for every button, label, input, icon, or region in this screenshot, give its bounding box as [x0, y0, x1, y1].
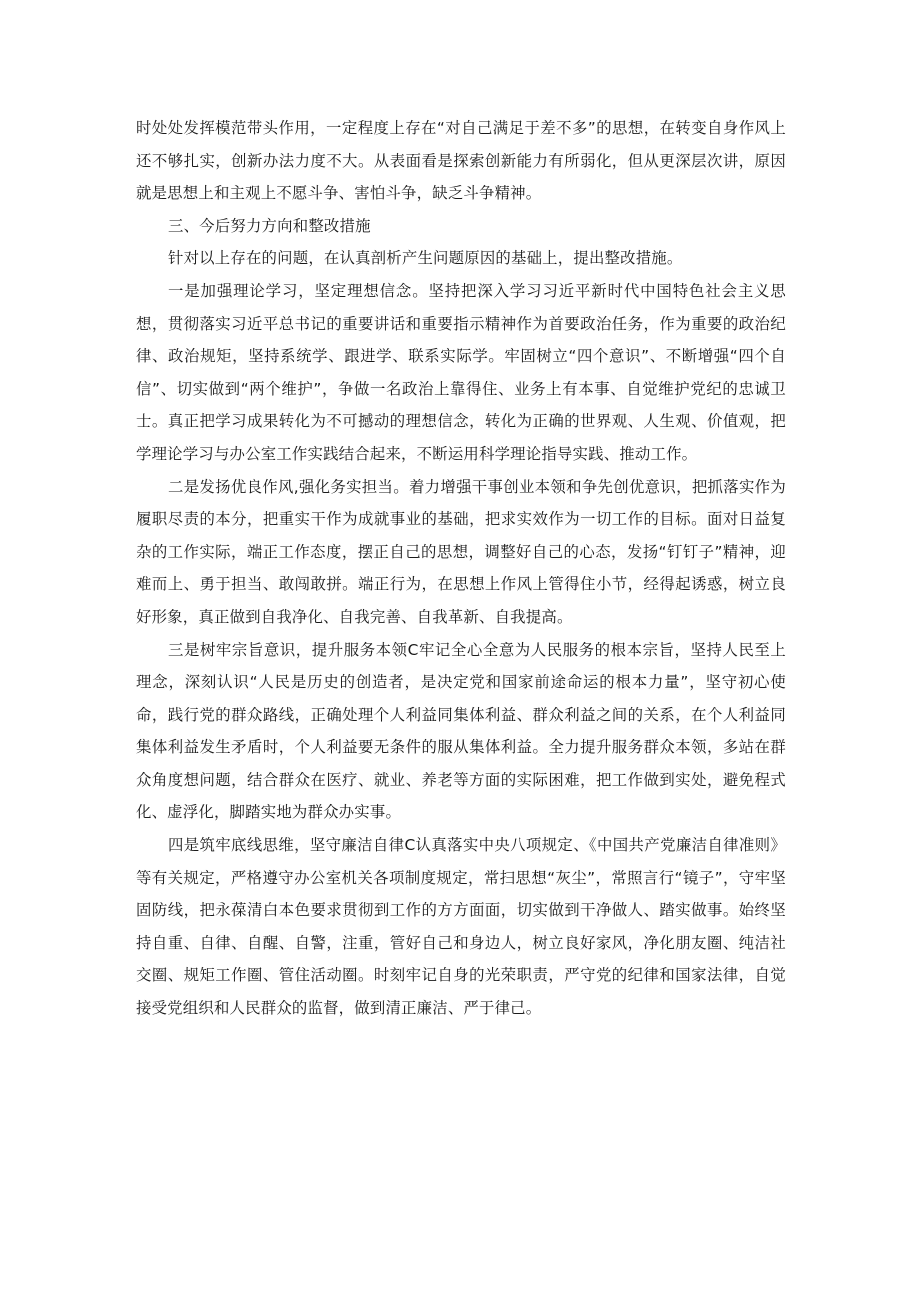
paragraph-measure-4: 四是筑牢底线思维，坚守廉洁自律C认真落实中央八项规定、《中国共产党廉洁自律准则》等有关规定，严格遵守办公室机关各项制度规定，常扫思想“灰尘”，常照言行“镜子”，守牢坚固防线，把永葆清白本色要求贯彻到工作的方方面面，切实做到干净做人、踏实做事。始终坚持自重、自律、自醒、自警，注重，管好自己和身边人，树立良好家风，净化朋友圈、纯洁社交圈、规矩工作圈、管住活动圈。时刻牢记自身的光荣职责，严守党的纪律和国家法律，自觉接受党组织和人民群众的监督，做到清正廉洁、严于律己。	[136, 836, 786, 1018]
paragraph-measure-3: 三是树牢宗旨意识，提升服务本领C牢记全心全意为人民服务的根本宗旨，坚持人民至上理念，深刻认识“人民是历史的创造者，是决定党和国家前途命运的根本力量”，坚守初心使命，践行党的群众路线，正确处理个人利益同集体利益、群众利益之间的关系，在个人利益同集体利益发生矛盾时，个人利益要无条件的服从集体利益。全力提升服务群众本领，多站在群众角度想问题，结合群众在医疗、就业、养老等方面的实际困难，把工作做到实处，避免程式化、虚浮化，脚踏实地为群众办实事。	[136, 640, 786, 822]
document-body	[136, 112, 786, 1025]
paragraph-intro: 针对以上存在的问题，在认真剖析产生问题原因的基础上，提出整改措施。	[168, 249, 683, 268]
paragraph-measure-2: 二是发扬优良作风,强化务实担当。着力增强干事创业本领和争先创优意识，把抓落实作为履职尽责的本分，把重实干作为成就事业的基础，把求实效作为一切工作的目标。面对日益复杂的工作实际，端正工作态度，摆正自己的思想，调整好自己的心态，发扬“钉钉子”精神，迎难而上、勇于担当、敢闯敢拼。端正行为，在思想上作风上管得住小节，经得起诱惑，树立良好形象，真正做到自我净化、自我完善、自我革新、自我提高。	[136, 477, 786, 626]
paragraph-measure-1: 一是加强理论学习，坚定理想信念。坚持把深入学习习近平新时代中国特色社会主义思想，贯彻落实习近平总书记的重要讲话和重要指示精神作为首要政治任务，作为重要的政治纪律、政治规矩，坚持系统学、跟进学、联系实际学。牢固树立“四个意识”、不断增强“四个自信”、切实做到“两个维护”，争做一名政治上靠得住、业务上有本事、自觉维护党纪的忠诚卫士。真正把学习成果转化为不可撼动的理想信念，转化为正确的世界观、人生观、价值观，把学理论学习与办公室工作实践结合起来，不断运用科学理论指导实践、推动工作。	[136, 281, 786, 463]
section-heading: 三、今后努力方向和整改措施	[168, 216, 371, 235]
paragraph-continuation: 时处处发挥模范带头作用，一定程度上存在“对自己满足于差不多”的思想，在转变自身作风上还不够扎实，创新办法力度不大。从表面看是探索创新能力有所弱化，但从更深层次讲，原因就是思想上和主观上不愿斗争、害怕斗争，缺乏斗争精神。	[136, 119, 786, 203]
